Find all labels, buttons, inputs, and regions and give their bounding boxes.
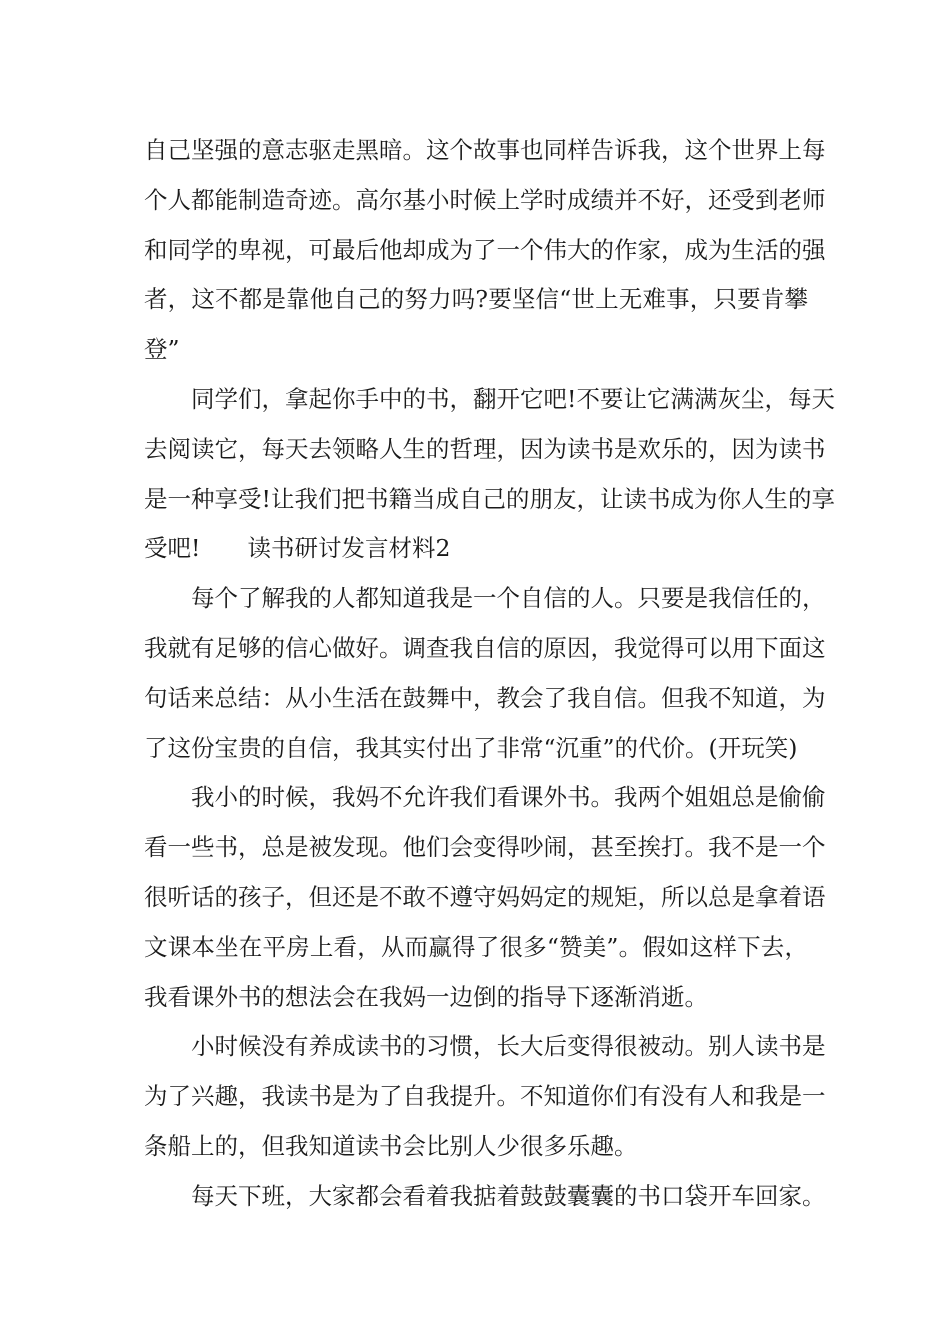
text-line: 小时候没有养成读书的习惯，长大后变得很被动。别人读书是 — [191, 1032, 826, 1061]
section-heading: 读书研讨发言材料2 — [247, 534, 451, 563]
text-line: 我小的时候，我妈不允许我们看课外书。我两个姐姐总是偷偷 — [191, 783, 826, 812]
text-line: 是一种享受!让我们把书籍当成自己的朋友，让读书成为你人生的享 — [144, 484, 835, 513]
text-line: 条船上的，但我知道读书会比别人少很多乐趣。 — [144, 1131, 638, 1160]
text-line: 自己坚强的意志驱走黑暗。这个故事也同样告诉我，这个世界上每 — [144, 136, 826, 164]
text-line: 很听话的孩子，但还是不敢不遵守妈妈定的规矩，所以总是拿着语 — [144, 882, 826, 911]
text-line: 看一些书，总是被发现。他们会变得吵闹，甚至挨打。我不是一个 — [144, 833, 826, 862]
text-line: 句话来总结：从小生活在鼓舞中，教会了我自信。但我不知道，为 — [144, 683, 826, 712]
text-line: 去阅读它，每天去领略人生的哲理，因为读书是欢乐的，因为读书 — [144, 434, 826, 463]
text-line: 个人都能制造奇迹。高尔基小时候上学时成绩并不好，还受到老师 — [144, 185, 826, 214]
text-line: 为了兴趣，我读书是为了自我提升。不知道你们有没有人和我是一 — [144, 1082, 826, 1111]
document-body — [144, 126, 835, 1222]
text-line: 了这份宝贵的自信，我其实付出了非常“沉重”的代价。(开玩笑) — [144, 733, 798, 762]
text-line: 每天下班，大家都会看着我掂着鼓鼓囊囊的书口袋开车回家。 — [191, 1181, 826, 1210]
text-line: 者，这不都是靠他自己的努力吗?要坚信“世上无难事，只要肯攀 — [144, 285, 808, 314]
text-line: 每个了解我的人都知道我是一个自信的人。只要是我信任的， — [191, 584, 826, 613]
text-fragment: 受吧! — [144, 534, 201, 563]
text-line: 登” — [144, 335, 180, 364]
text-line: 我就有足够的信心做好。调查我自信的原因，我觉得可以用下面这 — [144, 633, 826, 662]
text-line: 我看课外书的想法会在我妈一边倒的指导下逐渐消逝。 — [144, 982, 708, 1011]
text-line: 文课本坐在平房上看，从而赢得了很多“赞美”。假如这样下去， — [144, 932, 808, 961]
text-line: 和同学的卑视，可最后他却成为了一个伟大的作家，成为生活的强 — [144, 235, 826, 264]
text-line — [144, 524, 808, 574]
text-line: 同学们，拿起你手中的书，翻开它吧!不要让它满满灰尘，每天 — [191, 384, 835, 413]
